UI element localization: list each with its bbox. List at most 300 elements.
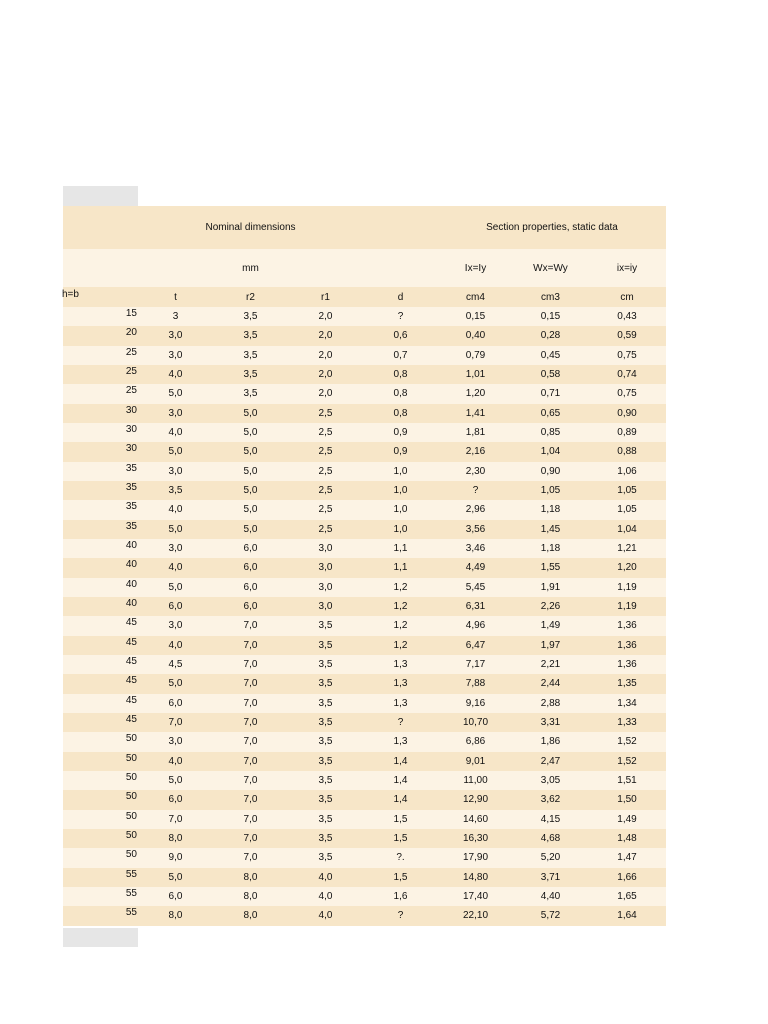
d-cell: 1,5	[393, 833, 408, 845]
r1-cell: 3,5	[318, 717, 333, 729]
d-cell: 1,4	[393, 775, 408, 787]
r2-cell: 7,0	[243, 794, 258, 806]
t-cell: 4,0	[168, 427, 183, 439]
table-row	[63, 578, 666, 597]
i-cell: 1,35	[617, 678, 637, 690]
wx-cell: 1,05	[540, 485, 561, 497]
hb-cell: 45	[125, 617, 137, 629]
r1-cell: 3,5	[318, 852, 333, 864]
table-row	[63, 616, 666, 635]
ix-cell: 2,16	[465, 446, 486, 458]
r1-cell: 4,0	[318, 910, 333, 922]
wx-cell: 4,40	[540, 891, 561, 902]
i-cell: 1,36	[617, 639, 637, 651]
hb-cell: 25	[125, 346, 137, 358]
d-cell: 1,4	[393, 755, 408, 767]
r2-cell: 3,5	[243, 349, 258, 361]
table-row	[63, 520, 666, 539]
r2-cell: 3,5	[243, 388, 258, 400]
hb-cell: 20	[125, 327, 137, 339]
r2-cell: 7,0	[243, 852, 258, 864]
table-row	[63, 887, 666, 906]
r1-cell: 2,5	[318, 407, 333, 419]
r2-cell: 5,0	[243, 465, 258, 477]
wx-cell: 1,86	[540, 736, 561, 748]
wx-cell: 1,18	[540, 543, 561, 555]
r1-cell: 3,0	[318, 581, 333, 593]
t-cell: 3,0	[168, 543, 183, 555]
wx-cell: 3,31	[540, 717, 561, 729]
table-row	[63, 713, 666, 732]
r2-cell: 6,0	[243, 562, 258, 574]
r2-cell: 8,0	[243, 910, 258, 922]
ix-cell: 9,01	[465, 755, 486, 767]
t-cell: 4,0	[168, 369, 183, 381]
table-body	[63, 307, 666, 926]
t-cell: 8,0	[168, 833, 183, 845]
hb-cell: 30	[125, 404, 137, 416]
t-cell: 5,0	[168, 775, 183, 787]
table-row	[63, 384, 666, 403]
wx-cell: 0,15	[540, 311, 561, 323]
i-cell: 0,75	[617, 388, 637, 400]
table-row	[63, 307, 666, 326]
d-cell: 1,0	[393, 523, 408, 535]
i-cell: 1,19	[617, 581, 637, 593]
t-cell: 9,0	[168, 852, 183, 864]
d-cell: 1,3	[393, 736, 408, 748]
wx-cell: 1,04	[540, 446, 561, 458]
r2-cell: 6,0	[243, 581, 258, 593]
i-cell: 1,47	[617, 852, 637, 864]
r2-cell: 3,5	[243, 369, 258, 381]
wx-cell: 0,71	[540, 388, 561, 400]
d-cell: 0,8	[393, 388, 408, 400]
i-cell: 1,52	[617, 736, 637, 748]
d-cell: 0,8	[393, 369, 408, 381]
t-cell: 3,0	[168, 465, 183, 477]
t-cell: 3,0	[168, 330, 183, 342]
r1-cell: 2,5	[318, 427, 333, 439]
i-cell: 1,05	[617, 504, 637, 516]
r2-cell: 7,0	[243, 659, 258, 671]
t-cell: 5,0	[168, 446, 183, 458]
t-cell: 6,0	[168, 891, 183, 902]
ix-cell: ?	[472, 485, 479, 497]
r1-cell: 4,0	[318, 871, 333, 883]
r2-cell: 5,0	[243, 485, 258, 497]
r2-cell: 6,0	[243, 601, 258, 613]
table-row	[63, 655, 666, 674]
ix-cell: 4,49	[465, 562, 486, 574]
ix-cell: 6,31	[465, 601, 486, 613]
i-cell: 1,66	[617, 871, 637, 883]
hb-cell: 40	[125, 578, 137, 590]
nominal-dimensions-header: Nominal dimensions	[205, 222, 296, 233]
table-row	[63, 539, 666, 558]
cm4-unit-header: cm4	[466, 291, 485, 303]
hb-column-header: h=b	[62, 289, 79, 300]
hb-cell: 25	[125, 365, 137, 377]
r1-cell: 3,5	[318, 678, 333, 690]
table-row	[63, 365, 666, 384]
r2-cell: 7,0	[243, 833, 258, 845]
wx-cell: 3,62	[540, 794, 561, 806]
r1-cell: 2,0	[318, 311, 333, 323]
d-cell: 1,3	[393, 697, 408, 709]
r2-cell: 5,0	[243, 523, 258, 535]
hb-cell: 45	[125, 655, 137, 667]
r2-cell: 7,0	[243, 639, 258, 651]
r2-cell: 5,0	[243, 504, 258, 516]
ix-cell: 7,88	[465, 678, 486, 690]
r1-cell: 3,5	[318, 794, 333, 806]
hb-cell: 45	[125, 675, 137, 687]
wx-cell: 1,55	[540, 562, 561, 574]
t-cell: 5,0	[168, 388, 183, 400]
wx-cell: 3,71	[540, 871, 561, 883]
table-row	[63, 404, 666, 423]
wx-cell: 0,45	[540, 349, 561, 361]
ix-cell: 0,40	[465, 330, 486, 342]
r2-cell: 7,0	[243, 697, 258, 709]
r1-cell: 3,5	[318, 736, 333, 748]
table-row	[63, 829, 666, 848]
hb-cell: 30	[125, 423, 137, 435]
table-row	[63, 906, 666, 925]
t-cell: 3,5	[168, 485, 183, 497]
r2-cell: 8,0	[243, 891, 258, 902]
t-column-header: t	[174, 291, 177, 303]
d-cell: 1,5	[393, 871, 408, 883]
table-row	[63, 346, 666, 365]
hb-cell: 35	[125, 520, 137, 532]
r1-cell: 2,0	[318, 330, 333, 342]
ix-cell: 12,90	[462, 794, 489, 806]
table-row	[63, 442, 666, 461]
hb-cell: 45	[125, 636, 137, 648]
wx-cell: 1,49	[540, 620, 561, 632]
i-cell: 1,64	[617, 910, 637, 922]
i-cell: 1,04	[617, 523, 637, 535]
cm-unit-header: cm	[620, 291, 634, 303]
table-row	[63, 462, 666, 481]
i-cell: 0,90	[617, 407, 637, 419]
d-cell: ?.	[396, 852, 405, 864]
t-cell: 3,0	[168, 736, 183, 748]
r1-cell: 3,5	[318, 755, 333, 767]
table-row	[63, 790, 666, 809]
r1-cell: 3,0	[318, 543, 333, 555]
table-row	[63, 481, 666, 500]
t-cell: 3,0	[168, 620, 183, 632]
ix-cell: 9,16	[465, 697, 486, 709]
table-row	[63, 771, 666, 790]
wx-cell: 5,72	[540, 910, 561, 922]
i-cell: 1,50	[617, 794, 637, 806]
r2-cell: 3,5	[243, 311, 258, 323]
r1-cell: 3,5	[318, 697, 333, 709]
hb-cell: 40	[125, 539, 137, 551]
table-row	[63, 752, 666, 771]
wx-cell: 2,47	[540, 755, 561, 767]
i-cell: 1,06	[617, 465, 637, 477]
r1-cell: 3,5	[318, 813, 333, 825]
d-cell: ?	[397, 910, 404, 922]
r1-cell: 3,5	[318, 639, 333, 651]
table-row	[63, 868, 666, 887]
d-cell: 1,3	[393, 678, 408, 690]
hb-cell: 45	[125, 694, 137, 706]
r1-cell: 3,5	[318, 659, 333, 671]
d-cell: 1,0	[393, 465, 408, 477]
wx-cell: 2,21	[540, 659, 561, 671]
i-cell: 1,36	[617, 620, 637, 632]
r1-column-header: r1	[321, 291, 330, 303]
r2-cell: 7,0	[243, 813, 258, 825]
hb-cell: 40	[125, 597, 137, 609]
table-row	[63, 694, 666, 713]
ix-cell: 1,81	[465, 427, 486, 439]
i-cell: 0,43	[617, 311, 637, 323]
d-cell: ?	[397, 717, 404, 729]
r1-cell: 3,0	[318, 562, 333, 574]
t-cell: 4,0	[168, 755, 183, 767]
r1-cell: 3,5	[318, 833, 333, 845]
r1-cell: 2,0	[318, 388, 333, 400]
hb-cell: 25	[125, 385, 137, 397]
wx-cell: 0,28	[540, 330, 561, 342]
table-row	[63, 732, 666, 751]
r2-cell: 8,0	[243, 871, 258, 883]
t-cell: 4,5	[168, 659, 183, 671]
i-cell: 0,74	[617, 369, 637, 381]
table-row	[63, 636, 666, 655]
hb-cell: 15	[125, 308, 137, 319]
i-cell: 0,88	[617, 446, 637, 458]
i-cell: 1,34	[617, 697, 637, 709]
hb-cell: 50	[125, 791, 137, 803]
wx-cell: 3,05	[540, 775, 561, 787]
wx-cell: 0,65	[540, 407, 561, 419]
wx-cell: 0,58	[540, 369, 561, 381]
ix-cell: 17,40	[462, 891, 489, 902]
r1-cell: 4,0	[318, 891, 333, 902]
table-row	[63, 597, 666, 616]
ix-cell: 2,30	[465, 465, 486, 477]
ix-cell: 3,46	[465, 543, 486, 555]
d-cell: 0,6	[393, 330, 408, 342]
wx-cell: 2,44	[540, 678, 561, 690]
profile-table	[63, 206, 666, 926]
wx-cell: 0,90	[540, 465, 561, 477]
wx-cell: 4,68	[540, 833, 561, 845]
hb-cell: 50	[125, 733, 137, 745]
i-cell: 0,75	[617, 349, 637, 361]
d-cell: 1,4	[393, 794, 408, 806]
hb-cell: 55	[125, 887, 137, 899]
t-cell: 3,0	[168, 349, 183, 361]
d-column-header: d	[397, 291, 404, 303]
i-cell: 1,20	[617, 562, 637, 574]
table-row	[63, 500, 666, 519]
table-row	[63, 558, 666, 577]
i-cell: 1,49	[617, 813, 637, 825]
r1-cell: 2,5	[318, 485, 333, 497]
ix-cell: 0,15	[465, 311, 486, 323]
wx-cell: 1,18	[540, 504, 561, 516]
wx-cell: 0,85	[540, 427, 561, 439]
ix-iy-header: Ix=Iy	[464, 262, 487, 274]
cm3-unit-header: cm3	[541, 291, 560, 303]
r1-cell: 2,0	[318, 349, 333, 361]
header-row-columns	[63, 287, 666, 307]
r2-cell: 7,0	[243, 755, 258, 767]
ix-cell: 22,10	[462, 910, 489, 922]
d-cell: 1,0	[393, 504, 408, 516]
r2-cell: 5,0	[243, 407, 258, 419]
section-properties-header: Section properties, static data	[486, 222, 618, 233]
d-cell: 1,3	[393, 659, 408, 671]
r1-cell: 3,0	[318, 601, 333, 613]
r1-cell: 2,5	[318, 504, 333, 516]
t-cell: 3,0	[168, 407, 183, 419]
radius-gyration-header: ix=iy	[616, 262, 638, 274]
t-cell: 5,0	[168, 678, 183, 690]
d-cell: 1,2	[393, 601, 408, 613]
i-cell: 0,89	[617, 427, 637, 439]
ix-cell: 0,79	[465, 349, 486, 361]
i-cell: 1,21	[617, 543, 637, 555]
hb-cell: 55	[125, 907, 137, 919]
header-row-group	[63, 206, 666, 249]
r1-cell: 2,0	[318, 369, 333, 381]
hb-cell: 30	[125, 443, 137, 455]
ix-cell: 1,01	[465, 369, 486, 381]
hb-cell: 50	[125, 810, 137, 822]
ix-cell: 14,80	[462, 871, 489, 883]
d-cell: 0,8	[393, 407, 408, 419]
i-cell: 1,05	[617, 485, 637, 497]
r1-cell: 2,5	[318, 523, 333, 535]
t-cell: 3	[172, 311, 179, 323]
r1-cell: 2,5	[318, 465, 333, 477]
r2-cell: 3,5	[243, 330, 258, 342]
i-cell: 1,33	[617, 717, 637, 729]
t-cell: 6,0	[168, 601, 183, 613]
d-cell: ?	[397, 311, 404, 323]
d-cell: 1,2	[393, 639, 408, 651]
i-cell: 1,65	[617, 891, 637, 902]
wx-cell: 1,97	[540, 639, 561, 651]
t-cell: 5,0	[168, 581, 183, 593]
table-row	[63, 423, 666, 442]
ix-cell: 6,47	[465, 639, 486, 651]
t-cell: 4,0	[168, 639, 183, 651]
hb-cell: 50	[125, 849, 137, 861]
ix-cell: 11,00	[463, 775, 488, 787]
wx-cell: 1,45	[540, 523, 561, 535]
t-cell: 6,0	[168, 697, 183, 709]
d-cell: 1,5	[393, 813, 408, 825]
hb-cell: 35	[125, 462, 137, 474]
r1-cell: 3,5	[318, 620, 333, 632]
r2-column-header: r2	[246, 291, 255, 303]
i-cell: 1,52	[617, 755, 637, 767]
r2-cell: 5,0	[243, 427, 258, 439]
t-cell: 5,0	[168, 523, 183, 535]
wx-wy-header: Wx=Wy	[533, 262, 568, 274]
d-cell: 0,9	[393, 446, 408, 458]
table-row	[63, 848, 666, 867]
d-cell: 1,0	[393, 485, 408, 497]
hb-cell: 40	[125, 559, 137, 571]
t-cell: 5,0	[168, 871, 183, 883]
i-cell: 1,48	[617, 833, 637, 845]
r1-cell: 3,5	[318, 775, 333, 787]
t-cell: 8,0	[168, 910, 183, 922]
r1-cell: 2,5	[318, 446, 333, 458]
hb-cell: 35	[125, 501, 137, 513]
d-cell: 1,1	[393, 543, 408, 555]
d-cell: 1,2	[393, 581, 408, 593]
ix-cell: 1,41	[465, 407, 486, 419]
r2-cell: 7,0	[243, 620, 258, 632]
hb-cell: 55	[125, 868, 137, 880]
hb-cell: 45	[125, 713, 137, 725]
t-cell: 4,0	[168, 562, 183, 574]
table-row	[63, 810, 666, 829]
r2-cell: 6,0	[243, 543, 258, 555]
r2-cell: 7,0	[243, 678, 258, 690]
table-row	[63, 674, 666, 693]
ix-cell: 14,60	[462, 813, 489, 825]
ix-cell: 2,96	[465, 504, 486, 516]
d-cell: 0,7	[393, 349, 408, 361]
ix-cell: 7,17	[465, 659, 486, 671]
r2-cell: 7,0	[243, 775, 258, 787]
hb-cell: 50	[125, 829, 137, 841]
hb-cell: 35	[125, 481, 137, 493]
table-row	[63, 326, 666, 345]
d-cell: 1,2	[393, 620, 408, 632]
t-cell: 4,0	[168, 504, 183, 516]
t-cell: 7,0	[168, 717, 183, 729]
ix-cell: 4,96	[465, 620, 486, 632]
ix-cell: 3,56	[465, 523, 486, 535]
sheet-gray-cell-top	[63, 186, 138, 206]
i-cell: 1,36	[617, 659, 637, 671]
r2-cell: 5,0	[243, 446, 258, 458]
d-cell: 1,1	[393, 562, 408, 574]
r2-cell: 7,0	[243, 717, 258, 729]
i-cell: 0,59	[617, 330, 637, 342]
d-cell: 0,9	[393, 427, 408, 439]
hb-cell: 50	[125, 752, 137, 764]
header-row-units	[63, 249, 666, 287]
mm-unit-header: mm	[242, 262, 259, 274]
i-cell: 1,19	[617, 601, 637, 613]
wx-cell: 2,26	[540, 601, 561, 613]
i-cell: 1,51	[617, 775, 637, 787]
hb-cell: 50	[125, 771, 137, 783]
ix-cell: 1,20	[465, 388, 486, 400]
ix-cell: 10,70	[462, 717, 489, 729]
ix-cell: 5,45	[465, 581, 486, 593]
ix-cell: 17,90	[462, 852, 489, 864]
wx-cell: 1,91	[540, 581, 561, 593]
r2-cell: 7,0	[243, 736, 258, 748]
